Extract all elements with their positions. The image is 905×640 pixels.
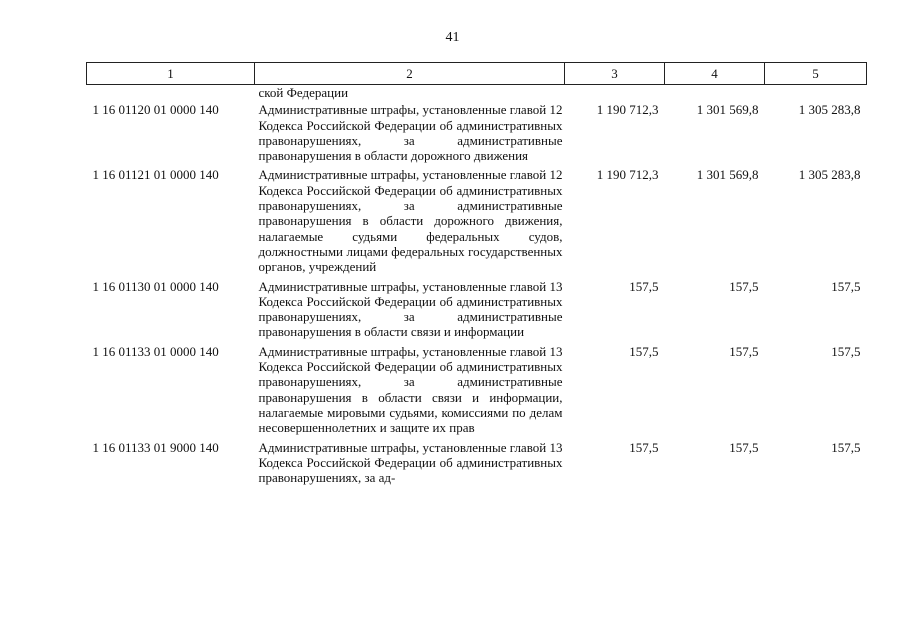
column-header-1: 1 bbox=[87, 63, 255, 85]
revenue-code: 1 16 01133 01 0000 140 bbox=[92, 343, 219, 359]
continuation-description: ской Федерации bbox=[258, 85, 349, 100]
column-header-4: 4 bbox=[665, 63, 765, 85]
table-row bbox=[87, 439, 867, 489]
continuation-empty-cell bbox=[565, 85, 665, 102]
revenue-description: Административные штрафы, установленные главой 12 Кодекса Российской Федерации об административных правонарушениях, за административные правонарушения в области дорожного движения bbox=[258, 102, 563, 164]
continuation-empty-cell bbox=[665, 85, 765, 102]
value-col-5: 1 305 283,8 bbox=[798, 167, 861, 183]
revenue-description: Административные штрафы, установленные главой 13 Кодекса Российской Федерации об административных правонарушениях, за ад- bbox=[258, 439, 563, 486]
value-col-5: 1 305 283,8 bbox=[798, 102, 861, 118]
table-row-continuation bbox=[87, 85, 867, 102]
table-row bbox=[87, 343, 867, 439]
value-col-4: 1 301 569,8 bbox=[696, 102, 759, 118]
revenue-description: Административные штрафы, установленные главой 13 Кодекса Российской Федерации об административных правонарушениях, за административные правонарушения в области связи и информации bbox=[258, 278, 563, 340]
budget-revenue-table bbox=[86, 62, 867, 488]
table-row bbox=[87, 278, 867, 343]
revenue-description: Административные штрафы, установленные главой 13 Кодекса Российской Федерации об административных правонарушениях, за административные правонарушения в области связи и информации, налагаемые мировыми судьями, комиссиями по делам несовершеннолетних и защите их прав bbox=[258, 343, 563, 436]
table-header-row bbox=[87, 63, 867, 85]
continuation-empty-cell bbox=[765, 85, 867, 102]
page-number: 41 bbox=[445, 30, 460, 45]
value-col-4: 157,5 bbox=[729, 278, 759, 294]
value-col-5: 157,5 bbox=[831, 439, 861, 455]
column-header-5: 5 bbox=[765, 63, 867, 85]
column-header-3: 3 bbox=[565, 63, 665, 85]
value-col-5: 157,5 bbox=[831, 278, 861, 294]
value-col-4: 157,5 bbox=[729, 343, 759, 359]
value-col-4: 1 301 569,8 bbox=[696, 167, 759, 183]
value-col-3: 157,5 bbox=[629, 278, 659, 294]
value-col-3: 1 190 712,3 bbox=[596, 102, 659, 118]
column-header-2: 2 bbox=[255, 63, 565, 85]
value-col-3: 157,5 bbox=[629, 439, 659, 455]
value-col-4: 157,5 bbox=[729, 439, 759, 455]
revenue-code: 1 16 01130 01 0000 140 bbox=[92, 278, 219, 294]
revenue-code: 1 16 01133 01 9000 140 bbox=[92, 439, 219, 455]
revenue-code: 1 16 01121 01 0000 140 bbox=[92, 167, 219, 183]
table-row bbox=[87, 101, 867, 166]
value-col-5: 157,5 bbox=[831, 343, 861, 359]
table-header bbox=[87, 63, 867, 85]
table-row bbox=[87, 166, 867, 277]
value-col-3: 157,5 bbox=[629, 343, 659, 359]
table-body bbox=[87, 85, 867, 489]
revenue-description: Административные штрафы, установленные главой 12 Кодекса Российской Федерации об административных правонарушениях, за административные правонарушения в области дорожного движения, налагаемые судьями федеральных судов, должностными лицами федеральных государственных органов, учреждений bbox=[258, 167, 563, 275]
revenue-code: 1 16 01120 01 0000 140 bbox=[92, 102, 219, 118]
value-col-3: 1 190 712,3 bbox=[596, 167, 659, 183]
continuation-code-cell bbox=[87, 85, 255, 102]
